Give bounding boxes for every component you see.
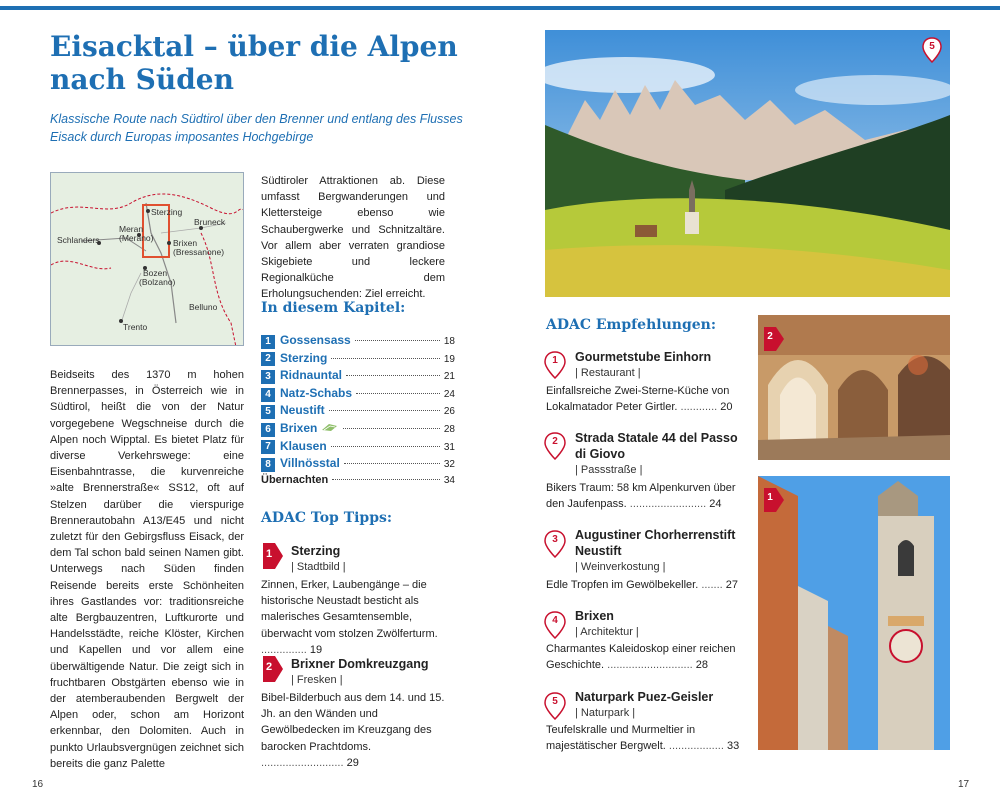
chapter-name: Villnösstal [280,456,340,471]
tip-category: | Fresken | [291,674,343,687]
tip-category: | Stadtbild | [291,561,346,574]
map-label-brixen: Brixen [173,238,198,248]
chapter-number: 8 [261,458,275,472]
leader-dots: ......................... [629,498,707,511]
tip-name: Sterzing [291,544,341,558]
page-number-left: 16 [32,779,44,790]
region-map [50,172,244,346]
recommendation-heading-block [575,349,745,381]
map-graphic [51,173,244,346]
recommendation-category: | Passstraße | [575,464,643,477]
recommendation-number: 4 [552,615,558,626]
recommendation-category: | Naturpark | [575,707,636,720]
leader-dots: ........................... [261,756,344,769]
recommendation-heading-block [575,527,755,576]
recommendation-description-block [546,480,742,512]
recommendation-category: | Restaurant | [575,367,641,380]
chapter-number: 3 [261,370,275,384]
recommendation-description: Bikers Traum: 58 km Alpenkurven über den Jaufenpass. [546,482,736,511]
recommendation-description-block [546,641,742,673]
leader-dots: ............... [261,643,307,656]
recommendation-description-block [546,383,742,415]
body-text-col2: Südtiroler Attraktionen ab. Diese umfasst Bergwanderungen und Klettersteige ebenso wie Schaubergwerke und Schnitzaltäre. Vor allem aber verraten grandiose Skigebiete und leckere Regionalküche dem Erholungsuchenden: Ziel erreicht. [261,175,445,301]
recommendation-page: 27 [725,579,739,591]
recommend-heading: ADAC Empfehlungen: [546,317,716,333]
chapter-page: 19 [443,353,455,365]
toc-row[interactable] [261,386,455,404]
recommendation-page: 24 [709,498,722,511]
chapter-number: 6 [261,423,275,437]
chapter-name: Natz-Schabs [280,385,353,400]
chapter-number: 7 [261,440,275,454]
tip-name: Brixner Domkreuzgang [291,657,429,671]
map-label-sterzing: Sterzing [151,207,183,217]
recommendation-page: 20 [720,401,733,414]
tip-description: Bibel-Bilderbuch aus dem 14. und 15. Jh. an den Wänden und Gewölbedecken im Kreuzgang des barocken Prachtdoms. [261,692,445,753]
tip-description-block [261,577,455,658]
recommendation-category: | Weinverkostung | [575,561,666,574]
leader-dots [343,428,440,429]
leader-dots [344,463,440,464]
leader-dots [331,358,440,359]
tip-description: Zinnen, Erker, Laubengänge – die historische Neustadt besticht als malerisches Gesamtensemble, überwacht vom stolzen Zwölferturm. [261,579,438,640]
photo-badge-number: 5 [929,41,935,52]
recommendation-number: 5 [552,696,558,707]
tip-page: 19 [309,643,323,656]
toc-row[interactable] [261,403,455,421]
chapter-name: Klausen [280,438,327,453]
recommendation-number: 1 [552,355,558,366]
toc-row[interactable] [261,421,455,439]
recommendation-heading-block [575,430,750,479]
recommendation-name: Naturpark Puez-Geisler [575,690,714,704]
tip-heading-block [291,656,451,688]
leader-dots [332,479,440,480]
recommendation-description: Charmantes Kaleidoskop einer reichen Geschichte. [546,643,736,672]
leader-dots [346,375,440,376]
map-label-schlanders: Schlanders [57,235,100,245]
chapter-list [261,333,455,491]
recommendation-description-block [546,722,742,754]
recommendation-description: Einfallsreiche Zwei-Sterne-Küche von Lokalmatador Peter Girtler. [546,385,730,414]
chapter-name: Neustift [280,403,325,418]
recommendation-number: 3 [552,534,558,545]
chapter-page: 28 [443,423,455,435]
tower-illustration [758,476,950,750]
toc-row[interactable] [261,439,455,457]
page-subtitle: Klassische Route nach Südtirol über den Brenner und entlang des Flusses Eisack durch Europas imposantes Hochgebirge [50,112,463,144]
leader-dots: ............................ [607,659,693,672]
map-label-bozen-it: (Bolzano) [139,277,176,287]
tip-number: 2 [265,661,273,673]
recommendation-description: Teufelskralle und Murmeltier in majestätischer Bergwelt. [546,724,696,753]
chapter-number: 4 [261,388,275,402]
tower-photo [758,476,950,750]
dolomites-illustration [545,30,950,297]
body-text-col1: Beidseits des 1370 m hohen Brennerpasses, in Österreich wie in Südtirol, heißt die von der Natur vorgegebene Wegschneise durch die Alpen noch Wipptal. Es bietet Platz für diverse Verkehrswege: eine Eisenbahntrasse, die kurvenreiche »alte Brennerstraße« SS12, oft auf Stelzen darüber die vierspurige Brennerautobahn A13/E45 und nicht zuletzt für den Gebirgsfluss Eisack, der dem Tal schon bald seinen Namen gibt. Unterwegs nach Süden finden Reisende bereits erste Schönheiten ihres Gastlandes vor: traditionsreiche alte Bergbauzentren, Luftkurorte und Handelsstädte, reiche Klöster, Kirchen und Kapellen und vor allem eine überwältigende Natur. Die zeigt sich in fruchtbaren Obstgärten ebenso wie in der atemberaubenden Bergwelt der Alpen oder, schon am Horizont erkennbar, den Dolomiten. Auch in punkto Urlaubsvergnügen zeichnet sich bereits die ganz Palette [50,369,244,770]
page-title: Eisacktal – über die Alpen nach Süden [50,30,458,96]
recommendation-description-block [546,577,742,593]
tip-heading-block [291,543,451,575]
chapter-number: 5 [261,405,275,419]
cloister-photo [758,315,950,460]
tip-description-block [261,690,455,771]
toc-row[interactable] [261,368,455,386]
recommendation-name: Brixen [575,609,614,623]
map-label-bruneck: Bruneck [194,217,226,227]
cloister-illustration [758,315,950,460]
recommendation-name: Augustiner Chorherrenstift Neustift [575,528,736,559]
chapter-heading: In diesem Kapitel: [261,300,406,316]
tip-page: 29 [346,756,359,769]
tip-number: 1 [265,548,273,560]
recommendation-name: Strada Statale 44 del Passo di Giovo [575,431,738,462]
chapter-name: Ridnauntal [280,368,342,383]
chapter-number: 1 [261,335,275,349]
top-rule [0,6,1000,10]
chapter-page: 21 [443,371,455,383]
recommendation-page: 33 [726,740,740,753]
top-tips-heading: ADAC Top Tipps: [261,510,393,526]
toc-row[interactable] [261,333,455,351]
chapter-number: 2 [261,352,275,366]
recommendation-number: 2 [552,436,558,447]
chapter-page: 26 [443,406,455,418]
dolomites-photo [545,30,950,297]
leader-dots: .................. [668,740,724,753]
chapter-page: 31 [443,441,455,453]
toc-row-overnight[interactable] [261,474,455,492]
recommendation-heading-block [575,608,745,640]
map-label-meran-it: (Merano) [119,233,154,243]
overnight-name: Übernachten [261,473,329,486]
recommendation-name: Gourmetstube Einhorn [575,350,712,364]
chapter-page: 18 [443,336,455,347]
recommendation-description: Edle Tropfen im Gewölbekeller. [546,579,699,591]
map-label-bozen: Bozen [143,268,168,278]
map-label-belluno: Belluno [189,302,218,312]
chapter-name: Brixen [280,420,318,435]
leader-dots [355,340,440,341]
leader-dots [356,393,440,394]
wine-glass-icon [321,422,339,432]
chapter-page: 24 [443,388,455,400]
chapter-page: 32 [443,459,455,471]
leader-dots: ............ [680,401,718,414]
page-number-right: 17 [958,779,970,790]
chapter-name: Sterzing [280,350,328,365]
photo-badge-number: 1 [767,492,773,503]
leader-dots: ....... [701,579,723,591]
recommendation-category: | Architektur | [575,626,639,639]
map-label-brixen-it: (Bressanone) [173,247,225,257]
overnight-page: 34 [443,474,455,486]
map-label-trento: Trento [123,322,148,332]
leader-dots [331,446,440,447]
leader-dots [329,410,440,411]
map-label-meran: Meran [119,224,144,234]
toc-row[interactable] [261,456,455,474]
recommendation-page: 28 [695,659,709,672]
toc-row[interactable] [261,351,455,369]
recommendation-heading-block [575,689,745,721]
photo-badge-number: 2 [767,331,773,342]
chapter-name: Gossensass [280,333,351,347]
